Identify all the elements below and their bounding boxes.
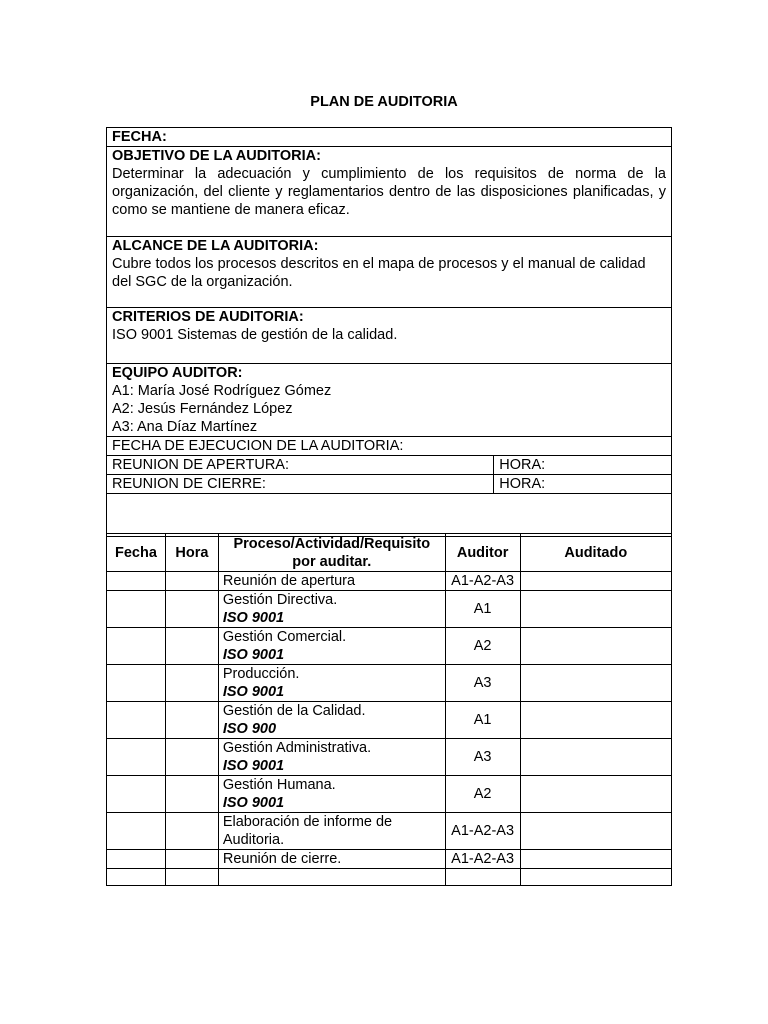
cell-auditado <box>520 869 671 886</box>
cell-fecha <box>107 739 166 776</box>
fecha-label: FECHA: <box>107 128 672 147</box>
cell-auditor <box>445 869 520 886</box>
cell-fecha <box>107 591 166 628</box>
col-header-auditor: Auditor <box>445 534 520 572</box>
cell-proceso <box>218 665 445 702</box>
table-row <box>107 591 672 628</box>
cierre-label: REUNION DE CIERRE: <box>107 475 494 494</box>
proceso-name: Gestión Administrativa. <box>222 740 372 756</box>
cell-proceso <box>218 591 445 628</box>
proceso-norma: ISO 9001 <box>222 610 285 626</box>
schedule-table <box>106 533 672 886</box>
cell-fecha <box>107 572 166 591</box>
col-header-proceso-line1: Proceso/Actividad/Requisito <box>233 535 431 552</box>
criterios-text: ISO 9001 Sistemas de gestión de la calidad. <box>112 327 398 343</box>
table-row <box>107 739 672 776</box>
table-row <box>107 813 672 850</box>
cell-hora <box>165 813 218 850</box>
cell-fecha <box>107 776 166 813</box>
cell-auditor: A3 <box>445 739 520 776</box>
cell-hora <box>165 739 218 776</box>
cell-proceso <box>218 869 445 886</box>
proceso-norma: ISO 9001 <box>222 684 285 700</box>
cell-auditor: A1-A2-A3 <box>445 813 520 850</box>
cell-proceso <box>218 702 445 739</box>
cell-auditor: A2 <box>445 628 520 665</box>
cell-proceso <box>218 813 445 850</box>
alcance-text: Cubre todos los procesos descritos en el mapa de procesos y el manual de calidad del SGC de la organización. <box>112 256 646 290</box>
cell-auditado <box>520 702 671 739</box>
col-header-proceso-line2: por auditar. <box>292 553 372 570</box>
table-row <box>107 869 672 886</box>
cell-hora <box>165 776 218 813</box>
cell-hora <box>165 572 218 591</box>
col-header-fecha: Fecha <box>107 534 166 572</box>
cell-auditor: A2 <box>445 776 520 813</box>
cell-proceso <box>218 739 445 776</box>
table-row <box>107 776 672 813</box>
cell-hora <box>165 628 218 665</box>
cell-auditor: A1-A2-A3 <box>445 572 520 591</box>
objetivo-section <box>107 147 672 237</box>
audit-info-table <box>106 127 672 537</box>
apertura-label: REUNION DE APERTURA: <box>107 456 494 475</box>
objetivo-text: Determinar la adecuación y cumplimiento de los requisitos de norma de la organización, del cliente y reglamentarios dentro de las disposiciones planificadas, y como se mantiene de manera eficaz. <box>112 166 666 218</box>
cell-auditado <box>520 572 671 591</box>
table-row <box>107 572 672 591</box>
cell-hora <box>165 869 218 886</box>
col-header-auditado: Auditado <box>520 534 671 572</box>
blank-row <box>107 494 672 537</box>
proceso-norma: ISO 9001 <box>222 795 285 811</box>
cell-fecha <box>107 628 166 665</box>
proceso-norma: ISO 9001 <box>222 758 285 774</box>
cell-auditado <box>520 776 671 813</box>
cell-hora <box>165 591 218 628</box>
col-header-proceso <box>218 534 445 572</box>
criterios-label: CRITERIOS DE AUDITORIA: <box>112 309 304 325</box>
proceso-name: Elaboración de informe de <box>222 814 393 830</box>
alcance-label: ALCANCE DE LA AUDITORIA: <box>112 238 319 254</box>
equipo-member: A1: María José Rodríguez Gómez <box>112 383 332 399</box>
cell-auditado <box>520 739 671 776</box>
col-header-hora: Hora <box>165 534 218 572</box>
equipo-member: A2: Jesús Fernández López <box>112 401 293 417</box>
cell-auditado <box>520 813 671 850</box>
proceso-name: Gestión Humana. <box>222 777 336 793</box>
cell-auditado <box>520 628 671 665</box>
cell-fecha <box>107 869 166 886</box>
cell-auditado <box>520 665 671 702</box>
cell-proceso: Reunión de apertura <box>218 572 445 591</box>
proceso-norma: ISO 900 <box>222 721 277 737</box>
cell-proceso <box>218 776 445 813</box>
ejecucion-label: FECHA DE EJECUCION DE LA AUDITORIA: <box>107 437 672 456</box>
equipo-member: A3: Ana Díaz Martínez <box>112 419 258 435</box>
cell-proceso: Reunión de cierre. <box>218 850 445 869</box>
cell-auditor: A1 <box>445 702 520 739</box>
cell-auditor: A3 <box>445 665 520 702</box>
cell-proceso <box>218 628 445 665</box>
cell-hora <box>165 850 218 869</box>
equipo-section <box>107 364 672 437</box>
cell-auditor: A1 <box>445 591 520 628</box>
cell-fecha <box>107 702 166 739</box>
proceso-name: Gestión de la Calidad. <box>222 703 366 719</box>
table-row <box>107 850 672 869</box>
cell-fecha <box>107 813 166 850</box>
cell-fecha <box>107 850 166 869</box>
table-row <box>107 702 672 739</box>
table-row <box>107 665 672 702</box>
proceso-norma: ISO 9001 <box>222 647 285 663</box>
alcance-section <box>107 237 672 308</box>
proceso-name: Gestión Comercial. <box>222 629 347 645</box>
cell-auditado <box>520 850 671 869</box>
cell-hora <box>165 665 218 702</box>
page-title: PLAN DE AUDITORIA <box>310 94 458 110</box>
cell-auditado <box>520 591 671 628</box>
proceso-name: Gestión Directiva. <box>222 592 338 608</box>
equipo-label: EQUIPO AUDITOR: <box>112 365 243 381</box>
proceso-name-cont: Auditoria. <box>222 832 285 848</box>
cell-fecha <box>107 665 166 702</box>
objetivo-label: OBJETIVO DE LA AUDITORIA: <box>112 148 321 164</box>
proceso-name: Producción. <box>222 666 300 682</box>
table-row <box>107 628 672 665</box>
cell-auditor: A1-A2-A3 <box>445 850 520 869</box>
cell-hora <box>165 702 218 739</box>
apertura-hora-label: HORA: <box>494 456 672 475</box>
cierre-hora-label: HORA: <box>494 475 672 494</box>
criterios-section <box>107 308 672 364</box>
